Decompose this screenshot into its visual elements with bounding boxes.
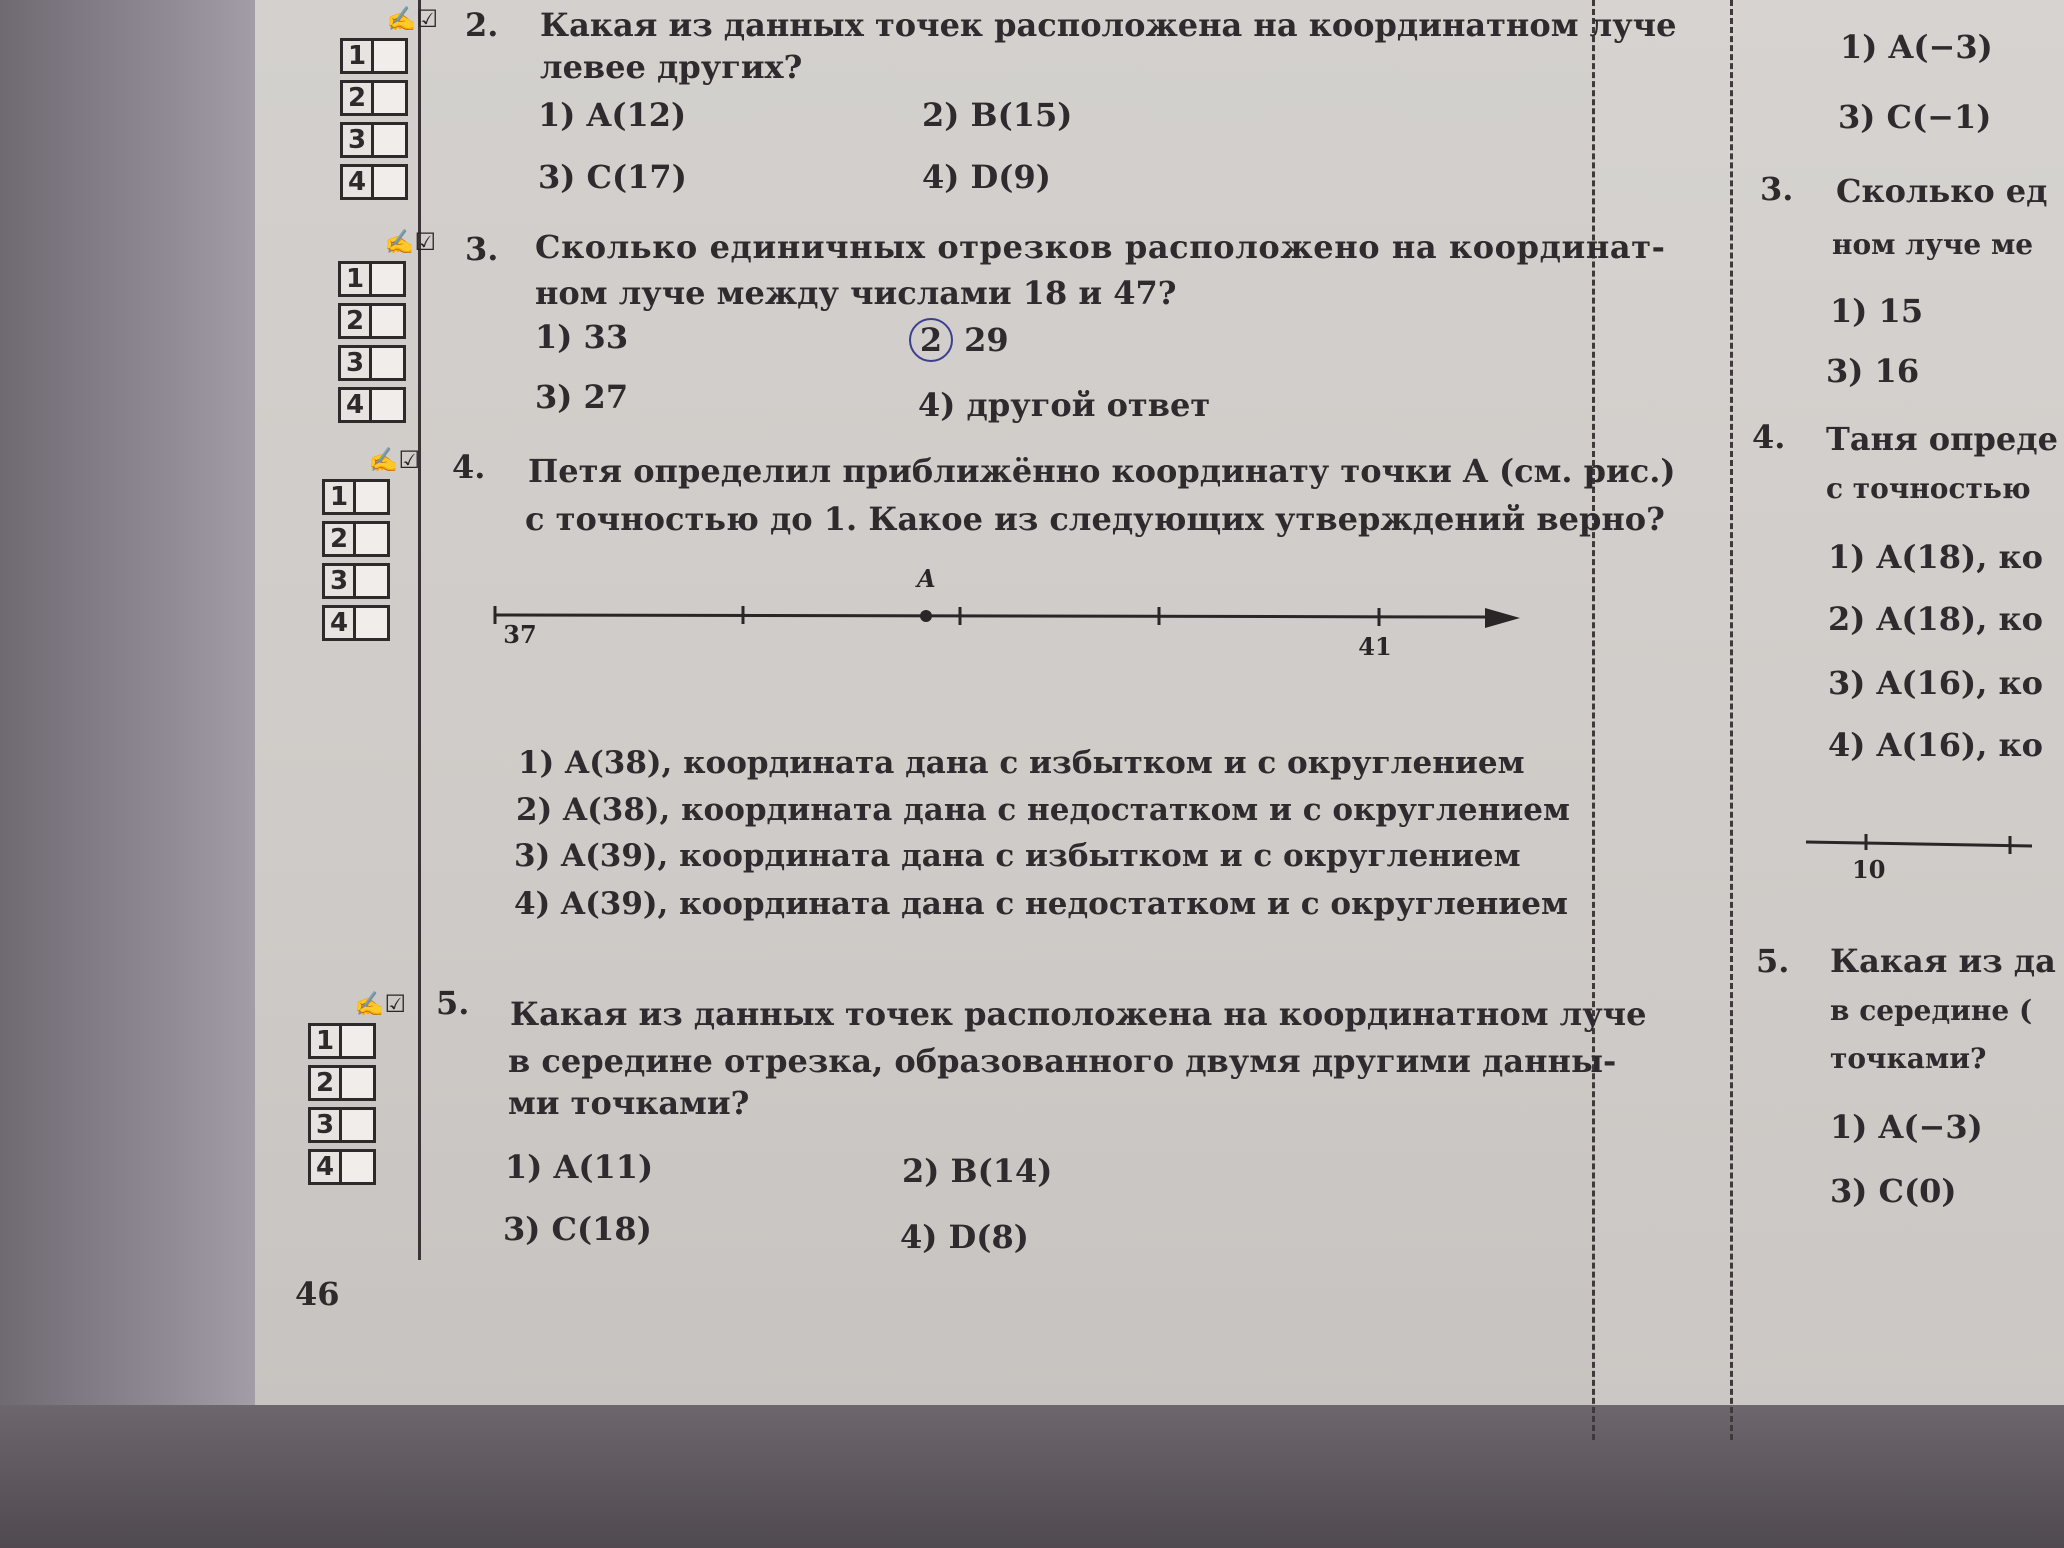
- question-text: Сколько единичных отрезков расположено на координат-: [535, 228, 1666, 266]
- answer-box-q5: [308, 990, 408, 1188]
- page-number: 46: [295, 1275, 340, 1313]
- point-a-label: A: [917, 564, 936, 593]
- answer-option-text: 29: [953, 321, 1009, 359]
- question-number: 4.: [452, 448, 486, 486]
- edit-check-icon: ✍☑: [354, 990, 406, 1018]
- answer-cell[interactable]: [374, 38, 408, 74]
- edit-check-icon: ✍☑: [384, 228, 436, 256]
- question-text: левее других?: [540, 48, 803, 86]
- answer-cell[interactable]: [374, 80, 408, 116]
- answer-option: 1) A(12): [538, 96, 687, 134]
- answer-cell[interactable]: [372, 345, 406, 381]
- question-text: ном луче между числами 18 и 47?: [535, 274, 1177, 312]
- right-question-number: 4.: [1752, 418, 1786, 456]
- question-text: Петя определил приближённо координату точки A (см. рис.): [528, 452, 1676, 490]
- answer-option: 3) C(18): [503, 1210, 652, 1248]
- question-text: Какая из данных точек расположена на координатном луче: [540, 6, 1677, 44]
- right-option: 1) A(18), ко: [1828, 538, 2043, 576]
- right-option: 1) A(−3): [1840, 28, 1993, 66]
- right-question-text: в середине (: [1830, 994, 2033, 1027]
- answer-option: 3) 27: [535, 378, 629, 416]
- answer-option: 4) D(8): [900, 1218, 1029, 1256]
- answer-cell[interactable]: [356, 605, 390, 641]
- answer-option: 4) другой ответ: [918, 386, 1211, 424]
- right-option: 1) A(−3): [1830, 1108, 1983, 1146]
- answer-option: 4) D(9): [922, 158, 1051, 196]
- answer-cell[interactable]: [356, 479, 390, 515]
- answer-cell[interactable]: [372, 261, 406, 297]
- right-question-text: Какая из да: [1830, 942, 2056, 980]
- question-number: 3.: [465, 230, 499, 268]
- question-text: Какая из данных точек расположена на координатном луче: [510, 995, 1647, 1033]
- option-number: 2: [338, 303, 372, 339]
- question-text: с точностью до 1. Какое из следующих утверждений верно?: [525, 500, 1665, 538]
- option-number: 1: [308, 1023, 342, 1059]
- answer-cell[interactable]: [374, 164, 408, 200]
- answer-option: 1) 33: [535, 318, 629, 356]
- right-question-text: Сколько ед: [1836, 172, 2048, 210]
- answer-cell[interactable]: [342, 1065, 376, 1101]
- answer-cell[interactable]: [372, 387, 406, 423]
- pen-circle-mark: 2: [909, 318, 953, 362]
- answer-box-q3: [338, 228, 438, 426]
- edit-check-icon: ✍☑: [368, 446, 420, 474]
- right-option: 2) A(18), ко: [1828, 600, 2043, 638]
- answer-cell[interactable]: [374, 122, 408, 158]
- right-option: 3) C(−1): [1838, 98, 1992, 136]
- option-number: 3: [340, 122, 374, 158]
- answer-option-circled: [915, 318, 1009, 362]
- tick-label-end: 41: [1358, 632, 1392, 661]
- answer-cell[interactable]: [342, 1023, 376, 1059]
- answer-option: 1) A(38), координата дана с избытком и с округлением: [518, 745, 1525, 781]
- right-question-text: точками?: [1830, 1042, 1987, 1075]
- answer-cell[interactable]: [342, 1107, 376, 1143]
- right-question-text: ном луче ме: [1832, 228, 2034, 261]
- right-question-number: 3.: [1760, 170, 1794, 208]
- number-line-axis: [1806, 842, 2032, 846]
- right-option: 3) C(0): [1830, 1172, 1957, 1210]
- answer-option: 3) A(39), координата дана с избытком и с округлением: [514, 838, 1521, 874]
- answer-cell[interactable]: [342, 1149, 376, 1185]
- question-number: 2.: [465, 6, 499, 44]
- cut-line-left: [1592, 0, 1595, 1440]
- option-number: 4: [308, 1149, 342, 1185]
- cut-line-right: [1730, 0, 1733, 1440]
- background-fabric: [0, 0, 280, 1548]
- option-number: 3: [308, 1107, 342, 1143]
- option-number: 3: [322, 563, 356, 599]
- answer-cell[interactable]: [356, 521, 390, 557]
- question-number: 5.: [436, 984, 470, 1022]
- right-option: 4) A(16), ко: [1828, 726, 2043, 764]
- right-question-text: Таня опреде: [1826, 420, 2058, 458]
- answer-option: 3) C(17): [538, 158, 687, 196]
- option-number: 1: [322, 479, 356, 515]
- right-option: 3) A(16), ко: [1828, 664, 2043, 702]
- tick-label-start: 37: [503, 620, 537, 649]
- answer-cell[interactable]: [356, 563, 390, 599]
- tick-label: 10: [1852, 855, 1886, 884]
- number-line-figure: [480, 560, 1540, 670]
- answer-option: 2) B(14): [902, 1152, 1053, 1190]
- answer-cell[interactable]: [372, 303, 406, 339]
- option-number: 4: [338, 387, 372, 423]
- answer-box-q2: [340, 5, 440, 203]
- textbook-page-left: [255, 0, 1595, 1410]
- question-text: в середине отрезка, образованного двумя другими данны-: [508, 1042, 1617, 1080]
- background-table: [0, 1405, 2064, 1548]
- answer-option: 2) B(15): [922, 96, 1073, 134]
- option-number: 2: [340, 80, 374, 116]
- edit-check-icon: ✍☑: [386, 5, 438, 33]
- right-option: 1) 15: [1830, 292, 1924, 330]
- option-number: 2: [322, 521, 356, 557]
- option-number: 4: [340, 164, 374, 200]
- option-number: 4: [322, 605, 356, 641]
- answer-option: 4) A(39), координата дана с недостатком и с округлением: [514, 886, 1568, 922]
- answer-option: 2) A(38), координата дана с недостатком и с округлением: [516, 792, 1570, 828]
- option-number: 3: [338, 345, 372, 381]
- answer-option: 1) A(11): [505, 1148, 654, 1186]
- number-line-axis: [495, 615, 1490, 617]
- question-text: ми точками?: [508, 1084, 750, 1122]
- arrow-icon: [1485, 608, 1520, 628]
- answer-box-q4: [322, 446, 422, 644]
- right-number-line: [1800, 828, 2060, 888]
- option-number: 1: [338, 261, 372, 297]
- right-question-number: 5.: [1756, 942, 1790, 980]
- right-option: 3) 16: [1826, 352, 1920, 390]
- option-number: 2: [308, 1065, 342, 1101]
- option-number: 1: [340, 38, 374, 74]
- right-question-text: с точностью: [1826, 472, 2031, 505]
- point-a: [920, 610, 932, 622]
